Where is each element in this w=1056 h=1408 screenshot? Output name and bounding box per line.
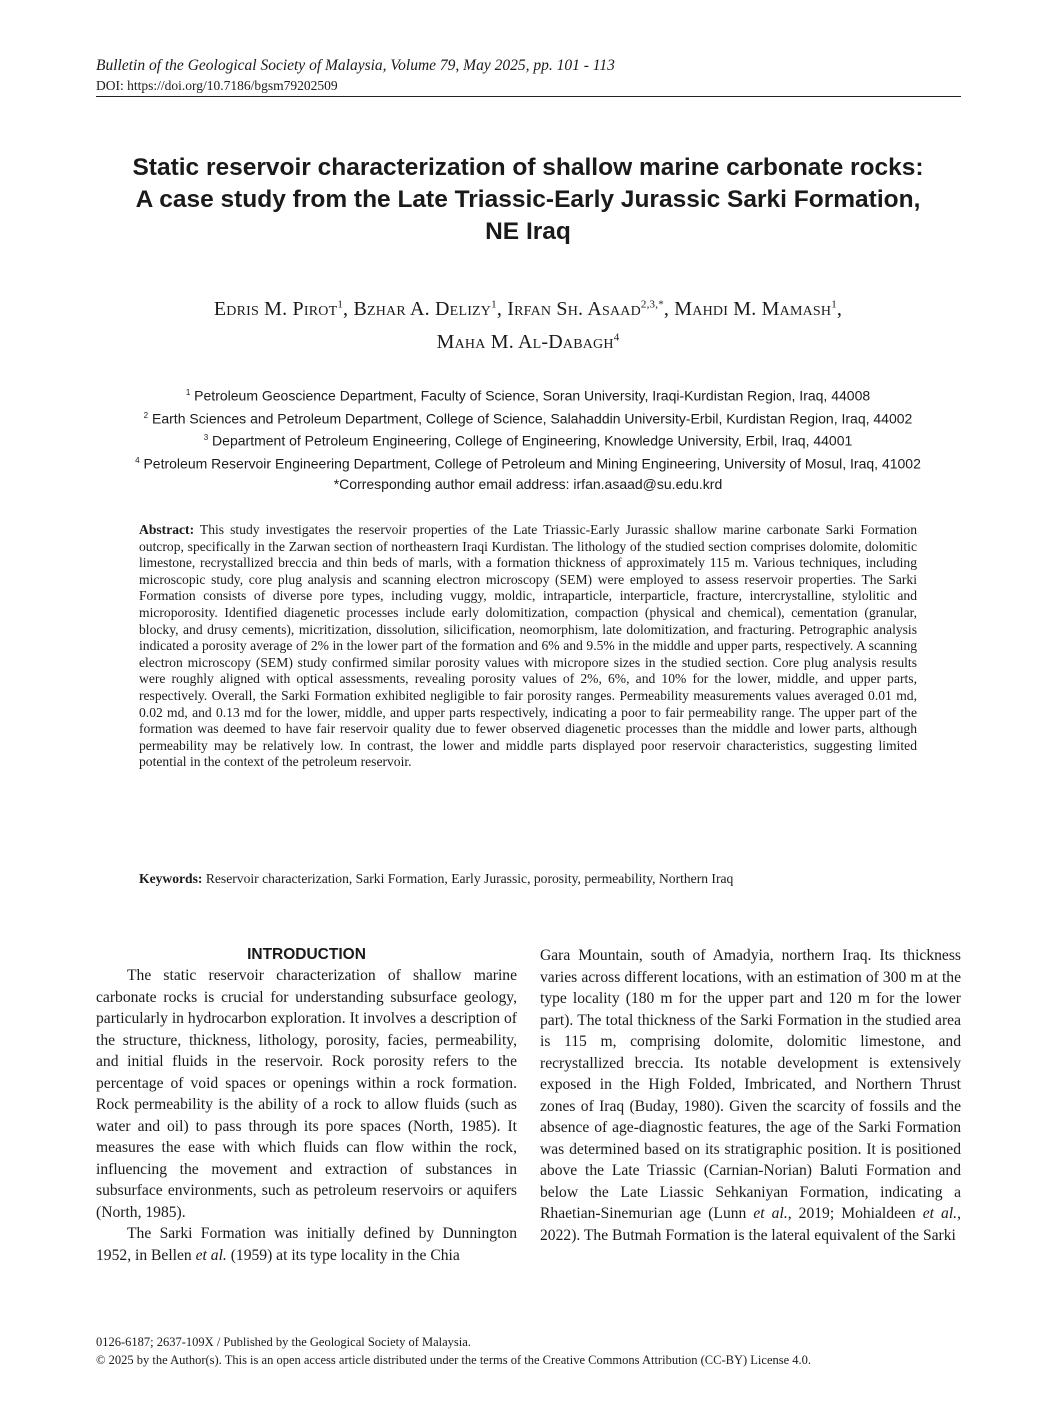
author-list (80, 290, 976, 357)
author: Maha M. Al-Dabagh$^4$ (436, 331, 620, 354)
affiliation: $^1$ Petroleum Geoscience Department, Faculty of Science, Soran University, Iraqi-Kurdistan Region, Iraq, 44008 (185, 387, 871, 404)
keywords (139, 870, 917, 887)
intro-paragraph-2-cont: Gara Mountain, south of Amadyia, northern Iraq. Its thickness varies across different locations, with an estimation of 300 m at the type locality (180 m for the upper part and 120 m for the lower part). The total thickness of the Sarki Formation in the studied area is 115 m, comprising dolomite, dolomitic limestone, and recrystallized breccia. Its notable development is extensively exposed in the High Folded, Imbricated, and Northern Thrust zones of Iraq (Buday, 1980). Given the scarcity of fossils and the absence of age-diagnostic features, the age of the Sarki Formation was determined based on its stratigraphic position. It is positioned above the Late Triassic (Carnian-Norian) Baluti Formation and below the Late Liassic Sehkaniyan Formation, indicating a Rhaetian-Sinemurian age (Lunn et al., 2019; Mohialdeen et al., 2022). The Butmah Formation is the lateral equivalent of the Sarki (540, 947, 961, 1244)
section-heading-introduction: INTRODUCTION (247, 946, 366, 963)
body-column-right (540, 945, 961, 1246)
keywords-label: Keywords: (139, 871, 203, 886)
title-line-2: A case study from the Late Triassic-Early Jurassic Sarki Formation, (135, 186, 921, 213)
author: Edris M. Pirot$^1$, (213, 297, 354, 320)
keywords-text: Reservoir characterization, Sarki Formation, Early Jurassic, porosity, permeability, Northern Iraq (202, 871, 734, 886)
affiliation: $^4$ Petroleum Reservoir Engineering Department, College of Petroleum and Mining Engineering, University of Mosul, Iraq, 41002 (135, 455, 921, 472)
journal-citation: Bulletin of the Geological Society of Malaysia, Volume 79, May 2025, pp. 101 - 113 (96, 57, 615, 74)
issn-line: 0126-6187; 2637-109X / Published by the Geological Society of Malaysia. (96, 1335, 471, 1349)
affiliation: $^2$ Earth Sciences and Petroleum Department, College of Science, Salahaddin University-Erbil, Kurdistan Region, Iraq, 44002 (143, 410, 913, 427)
intro-paragraph-1: The static reservoir characterization of shallow marine carbonate rocks is crucial for understanding subsurface geology, particularly in hydrocarbon exploration. It involves a description of the structure, thickness, lithology, porosity, facies, permeability, and initial fluids in the reservoir. Rock porosity refers to the percentage of void spaces or openings within a rock formation. Rock permeability is the ability of a rock to allow fluids (such as water and oil) to pass through its pore spaces (North, 1985). It measures the ease with which fluids can flow within the rock, influencing the movement and extraction of substances in subsurface environments, such as petroleum reservoirs or aquifers (North, 1985). (96, 967, 517, 1221)
abstract-label: Abstract: (139, 522, 195, 537)
author: Irfan Sh. Asaad$^{2,3,*}$, (507, 297, 675, 320)
title-line-1: Static reservoir characterization of shallow marine carbonate rocks: (132, 154, 924, 181)
license-line: © 2025 by the Author(s). This is an open access article distributed under the terms of the Creative Commons Attribution (CC-BY) License 4.0. (96, 1353, 812, 1367)
header-rule (96, 96, 961, 97)
page-footer (96, 1333, 976, 1369)
abstract-text: This study investigates the reservoir properties of the Late Triassic-Early Jurassic shallow marine carbonate Sarki Formation outcrop, specifically in the Zarwan section of northeastern Iraqi Kurdistan. The lithology of the studied section comprises dolomite, dolomitic limestone, recrystallized breccia and thin beds of marls, with a formation thickness of approximately 115 m. Various techniques, including microscopic study, core plug analysis and scanning electron microscopy (SEM) were employed to assess reservoir properties. The Sarki Formation consists of diverse pore types, including vuggy, moldic, intraparticle, interparticle, fracture, intercrystalline, stylolitic and microporosity. Identified diagenetic processes include early dolomitization, compaction (physical and chemical), cementation (granular, blocky, and drusy cements), micritization, dissolution, silicification, neomorphism, late dolomitization, and fracturing. Petrographic analysis indicated a porosity average of 2% in the lower part of the formation and 6% and 9.5% in the middle and upper parts, respectively. A scanning electron microscopy (SEM) study confirmed similar porosity values with micropore sizes in the studied section. Core plug analysis results were roughly aligned with optical assessments, revealing porosity values of 2%, 6%, and 10% for the lower, middle, and upper parts, respectively. Overall, the Sarki Formation exhibited negligible to fair porosity ranges. Permeability measurements values averaged 0.01 md, 0.02 md, and 0.13 md for the lower, middle, and upper parts respectively, indicating a poor to fair permeability range. The upper part of the formation was deemed to have fair reservoir quality due to fewer observed diagenetic processes than the middle and lower parts, although permeability may be relatively low. In contrast, the lower and middle parts displayed poor reservoir characteristics, suggesting limited potential in the context of the petroleum reservoir. (139, 522, 917, 770)
doi-line: DOI: https://doi.org/10.7186/bgsm79202509 (96, 78, 338, 93)
affiliation: $^3$ Department of Petroleum Engineering, College of Engineering, Knowledge University, Erbil, Iraq, 44001 (203, 432, 853, 449)
corresponding-author: *Corresponding author email address: irfan.asaad@su.edu.krd (333, 475, 723, 492)
abstract (139, 522, 917, 771)
author: Mahdi M. Mamash$^1$, (674, 297, 843, 320)
paper-title (80, 152, 976, 248)
body-column-left (96, 945, 517, 1266)
author: Bzhar A. Delizy$^1$, (353, 297, 508, 320)
intro-paragraph-2-start: The Sarki Formation was initially defined by Dunnington 1952, in Bellen et al. (1959) at its type locality in the Chia (96, 1225, 517, 1264)
title-line-3: NE Iraq (485, 218, 571, 245)
affiliations (70, 383, 986, 494)
